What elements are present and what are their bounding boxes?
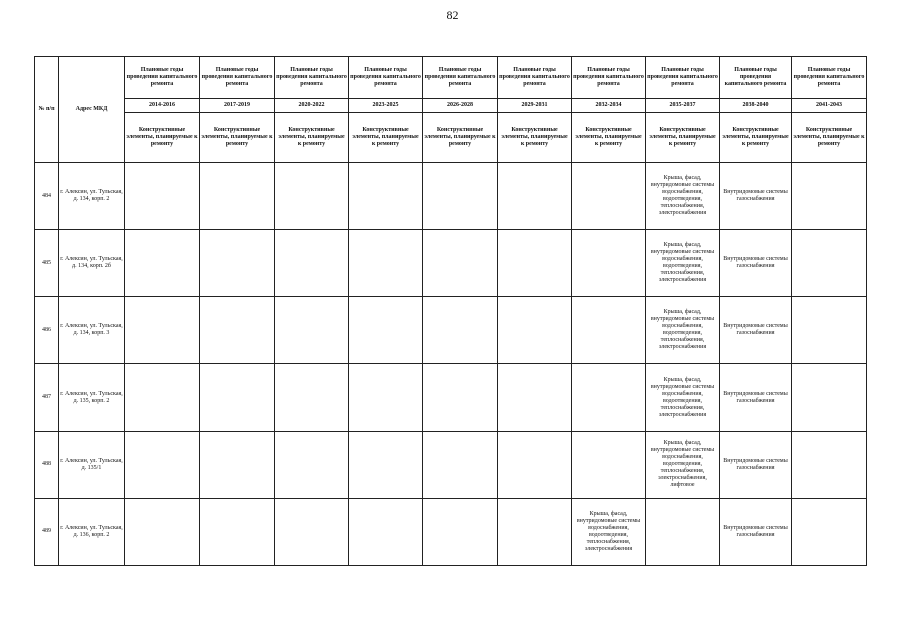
header-elements-label: Конструктивные элементы, планируемые к ремонту (349, 113, 423, 163)
table-row (35, 230, 867, 297)
header-row-elements (35, 113, 867, 163)
table-row (35, 431, 867, 498)
row-works-cell: Внутридомовые системы газоснабжения (720, 498, 792, 565)
row-works-cell: Крыша, фасад, внутридомовые системы водоснабжения, водоотведения, теплоснабжения, электроснабжения (572, 498, 646, 565)
header-row-periods (35, 99, 867, 113)
table-row (35, 498, 867, 565)
header-period: 2023-2025 (349, 99, 423, 113)
header-plan-label: Плановые годы проведения капитального ремонта (349, 57, 423, 99)
row-works-cell (572, 364, 646, 431)
row-works-cell (572, 230, 646, 297)
row-works-cell: Крыша, фасад, внутридомовые системы водоснабжения, водоотведения, теплоснабжения, электроснабжения (646, 297, 720, 364)
header-elements-label: Конструктивные элементы, планируемые к ремонту (275, 113, 349, 163)
header-row-plan (35, 57, 867, 99)
header-plan-label: Плановые годы проведения капитального ремонта (572, 57, 646, 99)
row-address: г. Алексин, ул. Тульская, д. 136, корп. 2 (59, 498, 125, 565)
row-works-cell (498, 498, 572, 565)
row-works-cell (200, 230, 275, 297)
row-works-cell: Крыша, фасад, внутридомовые системы водоснабжения, водоотведения, теплоснабжения, электроснабжения (646, 230, 720, 297)
row-works-cell (423, 297, 498, 364)
repair-plan-table (34, 56, 867, 566)
row-number: 489 (35, 498, 59, 565)
row-works-cell (125, 163, 200, 230)
row-works-cell (349, 498, 423, 565)
row-works-cell (275, 230, 349, 297)
row-address: г. Алексин, ул. Тульская, д. 134, корп. 3 (59, 297, 125, 364)
row-works-cell (498, 364, 572, 431)
header-period: 2014-2016 (125, 99, 200, 113)
header-plan-label: Плановые годы проведения капитального ремонта (646, 57, 720, 99)
header-elements-label: Конструктивные элементы, планируемые к ремонту (792, 113, 867, 163)
header-plan-label: Плановые годы проведения капитального ремонта (498, 57, 572, 99)
row-works-cell (125, 364, 200, 431)
row-works-cell (423, 163, 498, 230)
row-works-cell (125, 297, 200, 364)
header-elements-label: Конструктивные элементы, планируемые к ремонту (200, 113, 275, 163)
header-period: 2017-2019 (200, 99, 275, 113)
row-works-cell (275, 163, 349, 230)
header-elements-label: Конструктивные элементы, планируемые к ремонту (720, 113, 792, 163)
row-works-cell: Внутридомовые системы газоснабжения (720, 431, 792, 498)
header-plan-label: Плановые годы проведения капитального ремонта (275, 57, 349, 99)
header-period: 2032-2034 (572, 99, 646, 113)
row-works-cell (792, 498, 867, 565)
row-number: 485 (35, 230, 59, 297)
row-works-cell (275, 364, 349, 431)
row-works-cell (200, 364, 275, 431)
row-works-cell (423, 498, 498, 565)
row-address: г. Алексин, ул. Тульская, д. 135, корп. 2 (59, 364, 125, 431)
row-works-cell (792, 364, 867, 431)
row-works-cell (423, 230, 498, 297)
row-number: 484 (35, 163, 59, 230)
header-num: № п/п (35, 57, 59, 163)
header-period: 2041-2043 (792, 99, 867, 113)
row-works-cell (572, 431, 646, 498)
row-works-cell (200, 297, 275, 364)
header-period: 2029-2031 (498, 99, 572, 113)
header-period: 2026-2028 (423, 99, 498, 113)
row-works-cell (349, 163, 423, 230)
header-elements-label: Конструктивные элементы, планируемые к ремонту (125, 113, 200, 163)
header-elements-label: Конструктивные элементы, планируемые к ремонту (646, 113, 720, 163)
row-works-cell: Крыша, фасад, внутридомовые системы водоснабжения, водоотведения, теплоснабжения, электроснабжения (646, 364, 720, 431)
row-works-cell (792, 230, 867, 297)
row-works-cell (125, 230, 200, 297)
row-works-cell (349, 230, 423, 297)
row-works-cell: Внутридомовые системы газоснабжения (720, 364, 792, 431)
row-works-cell (498, 297, 572, 364)
row-works-cell (275, 431, 349, 498)
row-works-cell (792, 297, 867, 364)
row-works-cell (200, 498, 275, 565)
row-works-cell (349, 297, 423, 364)
row-works-cell (275, 498, 349, 565)
header-period: 2020-2022 (275, 99, 349, 113)
row-works-cell (572, 297, 646, 364)
table-header (35, 57, 867, 163)
row-works-cell (200, 163, 275, 230)
row-address: г. Алексин, ул. Тульская, д. 134, корп. 2 (59, 163, 125, 230)
row-works-cell (349, 364, 423, 431)
row-works-cell: Крыша, фасад, внутридомовые системы водоснабжения, водоотведения, теплоснабжения, электроснабжения, лифтовое (646, 431, 720, 498)
row-address: г. Алексин, ул. Тульская, д. 135/1 (59, 431, 125, 498)
row-number: 486 (35, 297, 59, 364)
table-row (35, 297, 867, 364)
row-works-cell: Крыша, фасад, внутридомовые системы водоснабжения, водоотведения, теплоснабжения, электроснабжения (646, 163, 720, 230)
row-number: 487 (35, 364, 59, 431)
row-works-cell (498, 431, 572, 498)
row-works-cell (792, 163, 867, 230)
row-works-cell (349, 431, 423, 498)
row-works-cell (423, 431, 498, 498)
header-period: 2038-2040 (720, 99, 792, 113)
header-plan-label: Плановые годы проведения капитального ремонта (792, 57, 867, 99)
row-works-cell (646, 498, 720, 565)
header-address: Адрес МКД (59, 57, 125, 163)
table-body (35, 163, 867, 566)
row-works-cell (125, 498, 200, 565)
header-period: 2035-2037 (646, 99, 720, 113)
row-works-cell (125, 431, 200, 498)
header-elements-label: Конструктивные элементы, планируемые к ремонту (423, 113, 498, 163)
row-works-cell (200, 431, 275, 498)
row-number: 488 (35, 431, 59, 498)
header-elements-label: Конструктивные элементы, планируемые к ремонту (498, 113, 572, 163)
header-plan-label: Плановые годы проведения капитального ремонта (200, 57, 275, 99)
row-works-cell: Внутридомовые системы газоснабжения (720, 297, 792, 364)
header-plan-label: Плановые годы проведения капитального ремонта (423, 57, 498, 99)
row-works-cell (498, 163, 572, 230)
table-row (35, 364, 867, 431)
row-works-cell: Внутридомовые системы газоснабжения (720, 163, 792, 230)
header-elements-label: Конструктивные элементы, планируемые к ремонту (572, 113, 646, 163)
page-number: 82 (446, 8, 459, 22)
row-works-cell (275, 297, 349, 364)
row-works-cell (423, 364, 498, 431)
header-plan-label: Плановые годы проведения капитального ремонта (720, 57, 792, 99)
row-address: г. Алексин, ул. Тульская, д. 134, корп. 2б (59, 230, 125, 297)
row-works-cell (572, 163, 646, 230)
row-works-cell (498, 230, 572, 297)
row-works-cell: Внутридомовые системы газоснабжения (720, 230, 792, 297)
header-plan-label: Плановые годы проведения капитального ремонта (125, 57, 200, 99)
table-row (35, 163, 867, 230)
row-works-cell (792, 431, 867, 498)
